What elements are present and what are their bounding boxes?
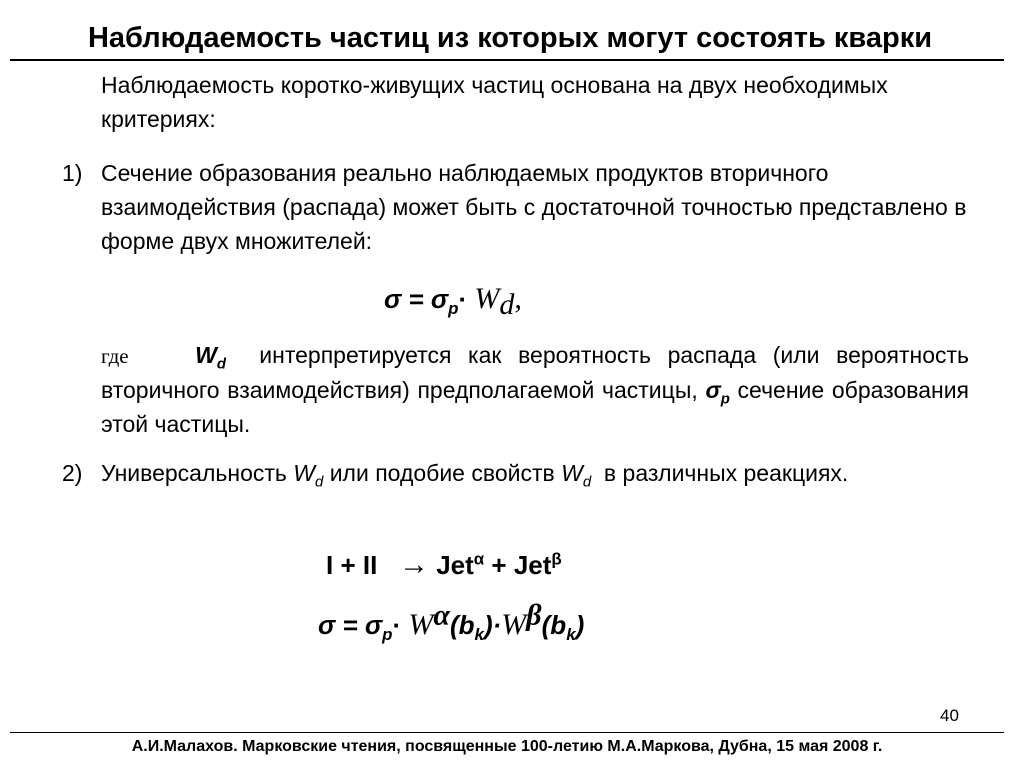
footer-citation: А.И.Малахов. Марковские чтения, посвященные 100-летию М.А.Маркова, Дубна, 15 мая 2008 г. <box>131 738 883 755</box>
item-2-number: 2) <box>62 460 83 486</box>
title-divider <box>10 59 1004 61</box>
footer-divider <box>10 732 1004 733</box>
formula-sigma-jets: $\sigma = \sigma_p\cdot W^\alpha(b_k)\cdot W^\beta(b_k)$ <box>318 598 585 645</box>
item-2-text: Универсальность $W_d$ или подобие свойств $W_d$ в различных реакциях. <box>101 460 849 491</box>
slide-title: Наблюдаемость частиц из которых могут состоять кварки <box>87 22 933 54</box>
page-number: 40 <box>940 706 959 725</box>
wd-explanation: где $W_d$ интерпретируется как вероятность распада (или вероятность вторичного взаимодействия) предполагаемой частицы, $\sigma_p$ сечение образования этой частицы. <box>101 342 970 437</box>
formula-jets: I + II → Jet$^\alpha$ + Jet$^\beta$ <box>326 548 562 581</box>
formula-sigma-wd: $\sigma = \sigma_p\cdot W_d$, <box>384 282 522 322</box>
intro-paragraph: Наблюдаемость коротко-живущих частиц основана на двух необходимых критериях: <box>101 72 888 132</box>
item-1-number: 1) <box>62 160 83 186</box>
item-1-text: Сечение образования реально наблюдаемых продуктов вторичного взаимодействия (распада) может быть с достаточной точностью представлено в форме двух множителей: <box>101 160 967 254</box>
